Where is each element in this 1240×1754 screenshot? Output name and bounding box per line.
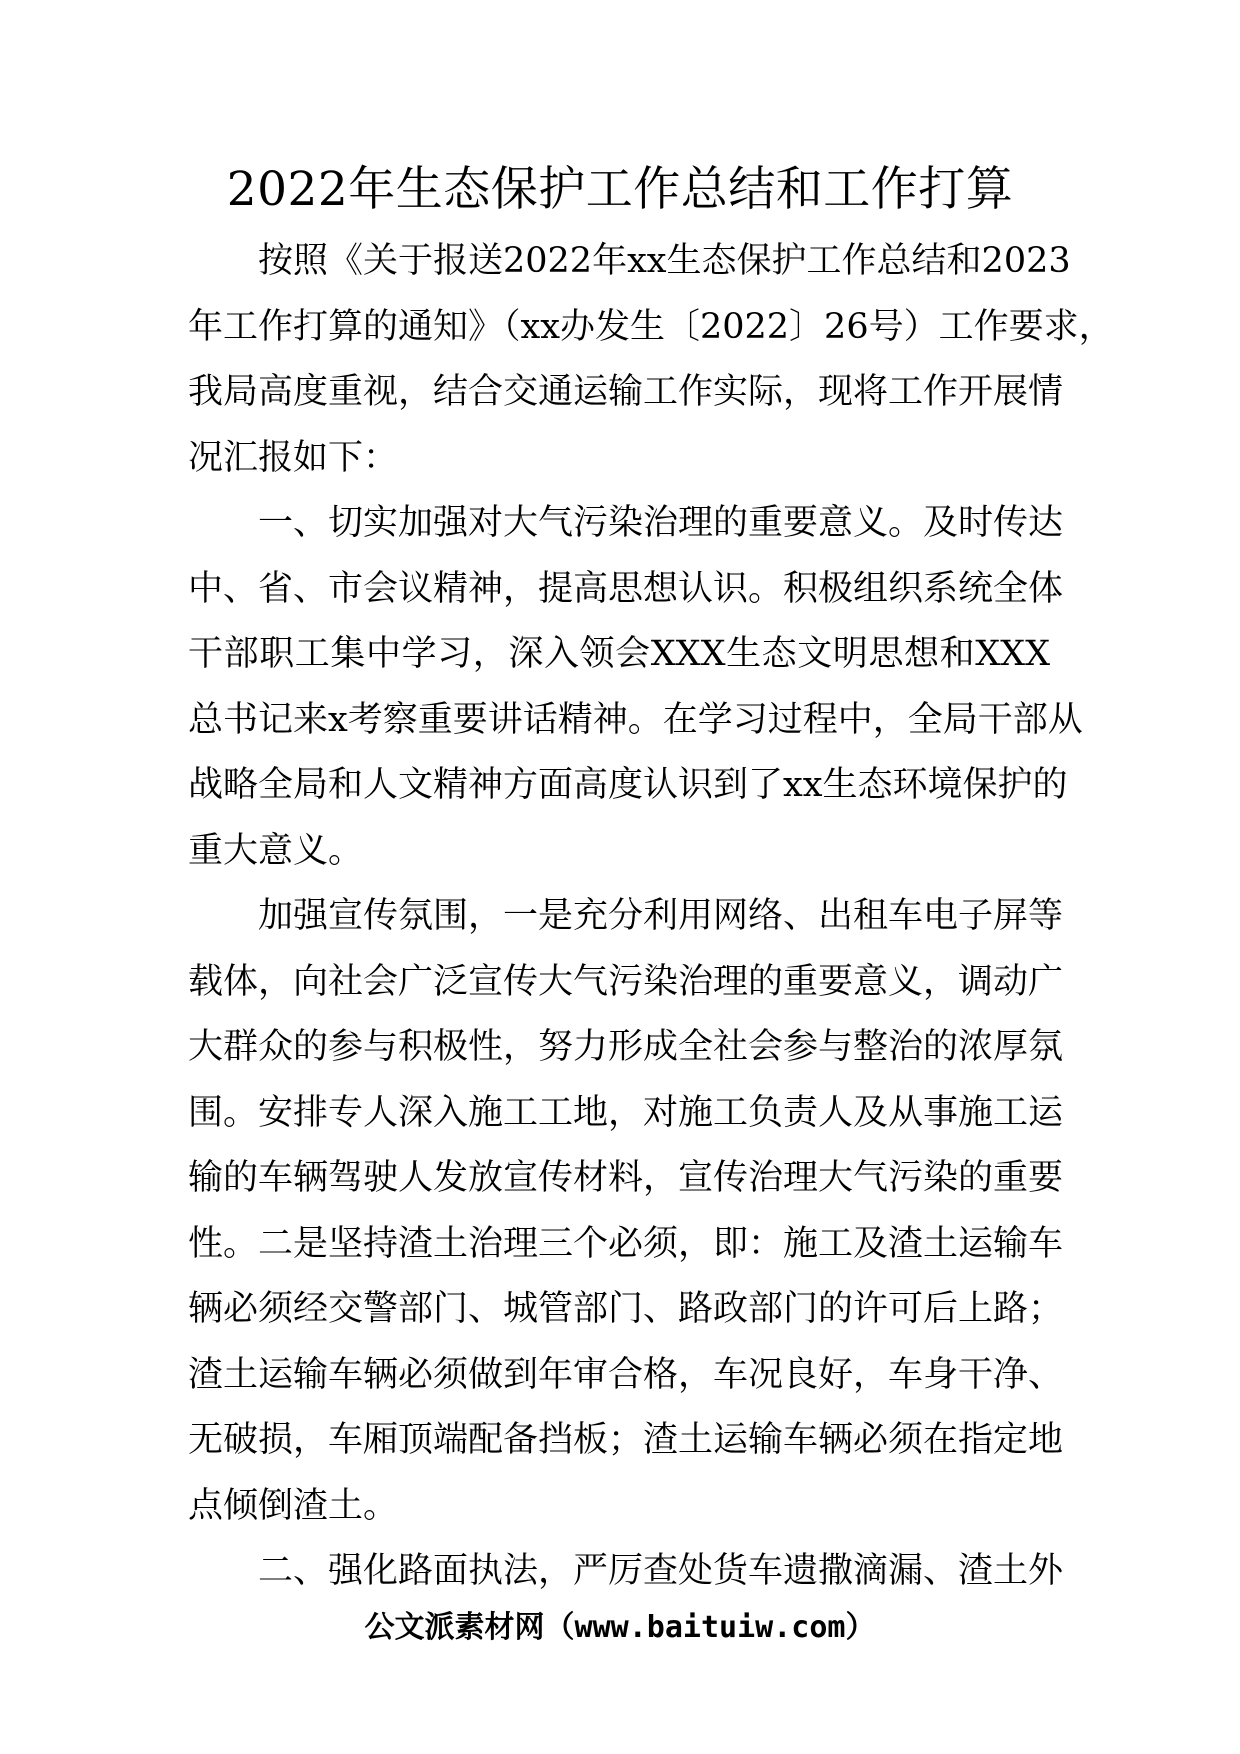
paragraph-line: 干部职工集中学习，深入领会XXX生态文明思想和XXX <box>188 634 1050 674</box>
paragraph-line: 总书记来x考察重要讲话精神。在学习过程中，全局干部从 <box>188 699 1083 740</box>
paragraph-line: 一、切实加强对大气污染治理的重要意义。及时传达 <box>258 503 1064 543</box>
paragraph-publicity <box>188 884 1064 1539</box>
paragraph-line: 加强宣传氛围，一是充分利用网络、出租车电子屏等 <box>258 896 1064 936</box>
paragraph-line: 性。二是坚持渣土治理三个必须，即：施工及渣土运输车 <box>188 1223 1064 1264</box>
paragraph-line: 战略全局和人文精神方面高度认识到了xx生态环境保护的 <box>188 765 1068 805</box>
paragraph-line: 围。安排专人深入施工工地，对施工负责人及从事施工运 <box>188 1092 1064 1133</box>
document-title: 2022年生态保护工作总结和工作打算 <box>226 162 1014 217</box>
paragraph-line: 二、强化路面执法，严厉查处货车遗撒滴漏、渣土外 <box>258 1551 1064 1591</box>
paragraph-line: 按照《关于报送2022年xx生态保护工作总结和2023 <box>258 241 1071 281</box>
paragraph-line: 点倾倒渣土。 <box>188 1485 399 1526</box>
paragraph-intro <box>188 229 1114 491</box>
document-body <box>188 229 1114 1605</box>
paragraph-line: 无破损，车厢顶端配备挡板；渣土运输车辆必须在指定地 <box>188 1420 1064 1460</box>
paragraph-line: 载体，向社会广泛宣传大气污染治理的重要意义，调动广 <box>188 961 1064 1002</box>
footer-watermark: 公文派素材网（www.baituiw.com） <box>364 1610 876 1645</box>
paragraph-section-two <box>188 1539 1064 1605</box>
paragraph-line: 我局高度重视，结合交通运输工作实际，现将工作开展情 <box>188 372 1064 412</box>
paragraph-line: 大群众的参与积极性，努力形成全社会参与整治的浓厚氛 <box>188 1027 1064 1067</box>
paragraph-line: 中、省、市会议精神，提高思想认识。积极组织系统全体 <box>188 568 1064 609</box>
paragraph-section-one <box>188 491 1083 884</box>
paragraph-line: 输的车辆驾驶人发放宣传材料，宣传治理大气污染的重要 <box>188 1158 1064 1198</box>
paragraph-line: 辆必须经交警部门、城管部门、路政部门的许可后上路； <box>188 1289 1064 1329</box>
paragraph-line: 况汇报如下： <box>188 437 399 478</box>
paragraph-line: 年工作打算的通知》（xx办发生〔2022〕26号）工作要求， <box>188 306 1114 347</box>
paragraph-line: 重大意义。 <box>188 830 364 871</box>
paragraph-line: 渣土运输车辆必须做到年审合格，车况良好，车身干净、 <box>188 1354 1064 1395</box>
